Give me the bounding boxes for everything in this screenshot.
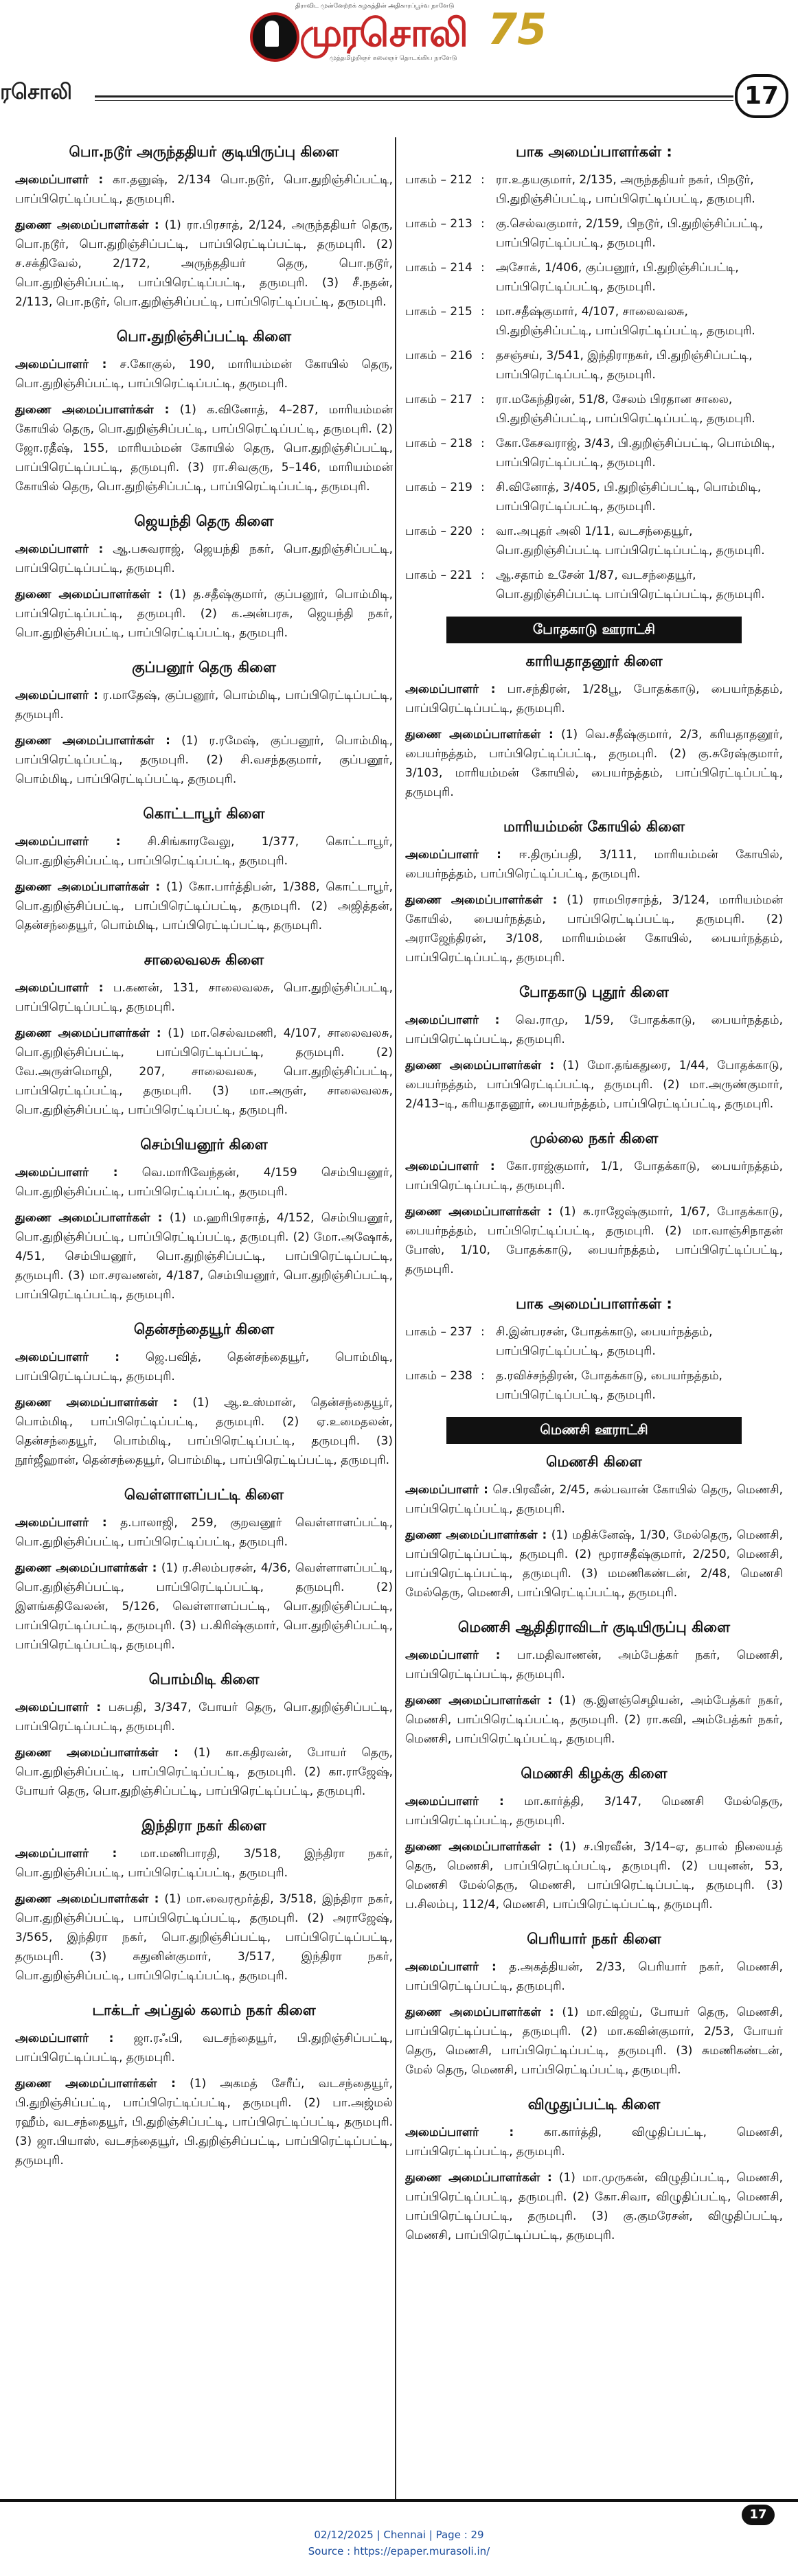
organiser-text: ஈ.திருப்பதி, 3/111, மாரியம்மன் கோயில், பையர்நத்தம், பாப்பிரெட்டிப்பட்டி, தருமபுரி. [405,848,784,881]
branch-title: முல்லை நகர் கிளை [529,1130,659,1147]
branch-title: ஜெயந்தி தெரு கிளை [134,513,274,529]
organiser-label: அமைப்பாளர் : [15,358,107,371]
deputies-paragraph [405,1526,783,1602]
organiser-paragraph [15,2029,393,2067]
organiser-text: த.பாலாஜி, 259, குறவனூர் வெள்ளாளப்பட்டி, பொ.துறிஞ்சிப்பட்டி, பாப்பிரெட்டிப்பட்டி, தருமபுரி. [15,1516,394,1549]
organiser-paragraph [15,540,393,578]
branch-block [405,818,783,967]
party-emblem-icon [250,12,299,62]
branch-block [15,659,393,789]
ward-colon: : [481,305,485,319]
deputies-text: (1) வெ.சதீஷ்குமார், 2/3, கரியதாதனூர், பையர்நத்தம், பாப்பிரெட்டிப்பட்டி, தருமபுரி. (2) கு.சுரேஷ்குமார், 3/103, மாரியம்மன் கோயில், பையர்நத்தம், பாப்பிரெட்டிப்பட்டி, தருமபுரி. [405,728,783,799]
ward-list [405,1322,783,1405]
deputies-text: (1) கா.கதிரவன், போயர் தெரு, பொ.துறிஞ்சிப்பட்டி, பாப்பிரெட்டிப்பட்டி, தருமபுரி. (2) கா.ராஜேஷ், போயர் தெரு, பொ.துறிஞ்சிப்பட்டி, பாப்பிரெட்டிப்பட்டி, தருமபுரி. [15,1746,393,1798]
organiser-paragraph [405,1157,783,1195]
organiser-paragraph [405,845,783,884]
deputies-label: துணை அமைப்பாளர்கள் : [15,1026,161,1040]
deputies-text: (1) ராமபிரசாந்த், 3/124, மாரியம்மன் கோயில், பையர்நத்தம், பாப்பிரெட்டிப்பட்டி, தருமபுரி. (2) அராஜேந்திரன், 3/108, மாரியம்மன் கோயில், பையர்நத்தம், பாப்பிரெட்டிப்பட்டி, தருமபுரி. [405,893,783,965]
deputies-label: துணை அமைப்பாளர்கள் : [405,1205,553,1219]
branch-block [15,328,393,496]
organiser-text: பசுபதி, 3/347, போயர் தெரு, பொ.துறிஞ்சிப்பட்டி, பாப்பிரெட்டிப்பட்டி, தருமபுரி. [15,1701,393,1734]
branch-block [15,1136,393,1304]
branch-title: கொட்டாபூர் கிளை [143,805,265,822]
ward-row [405,566,783,604]
branch-block [15,1321,393,1470]
organiser-paragraph [405,680,783,718]
organiser-label: அமைப்பாளர் : [15,2032,114,2045]
deputies-text: (1) த.சதீஷ்குமார், குப்பனூர், பொம்மிடி, பாப்பிரெட்டிப்பட்டி, தருமபுரி. (2) க.அன்பரசு, ஜெயந்தி நகர், பொ.துறிஞ்சிப்பட்டி, பாப்பிரெட்டிப்பட்டி, தருமபுரி. [15,588,394,640]
masthead [0,0,798,65]
organiser-paragraph [405,1011,783,1049]
deputies-label: துணை அமைப்பாளர்கள் : [405,893,558,907]
organiser-label: அமைப்பாளர் : [15,1516,107,1530]
ward-row [405,170,783,209]
organiser-paragraph [405,1957,783,1996]
organiser-label: அமைப்பாளர் : [15,1701,102,1714]
organiser-paragraph [15,1513,393,1552]
ward-row [405,1366,783,1405]
deputies-label: துணை அமைப்பாளர்கள் : [15,1561,157,1575]
branch-title: விழுதுப்பட்டி கிளை [527,2096,661,2113]
ward-row [405,1322,783,1361]
ward-row [405,346,783,384]
ward-colon: : [481,261,485,275]
organiser-paragraph [15,1698,393,1736]
ward-colon: : [481,525,485,538]
wards-heading: பாக அமைப்பாளர்கள் : [516,143,672,160]
deputies-label: துணை அமைப்பாளர்கள் : [15,734,170,748]
branch-block [405,984,783,1114]
ward-text: வா.அபுதர் அலி 1/11, வடசந்தையூர், பொ.துறிஞ்சிப்பட்டி பாப்பிரெட்டிப்பட்டி, தருமபுரி. [496,525,765,557]
organiser-text: கா.தனுஷ், 2/134 பொ.நடூர், பொ.துறிஞ்சிப்பட்டி, பாப்பிரெட்டிப்பட்டி, தருமபுரி. [15,173,394,206]
organiser-label: அமைப்பாளர் : [405,1648,501,1662]
deputies-paragraph [405,1691,783,1749]
deputies-paragraph [15,877,393,935]
deputies-paragraph [15,2074,393,2170]
page-footer [0,2527,798,2560]
deputies-text: (1) ரா.பிரசாத், 2/124, அருந்ததியர் தெரு, பொ.நடூர், பொ.துறிஞ்சிப்பட்டி, பாப்பிரெட்டிப்பட்டி, தருமபுரி. (2) ச.சக்திவேல், 2/172, அருந்ததியர் தெரு, பொ.நடூர், பொ.துறிஞ்சிப்பட்டி, பாப்பிரெட்டிப்பட்டி, தருமபுரி. (3) சீ.நதன், 2/113, பொ.நடூர், பொ.துறிஞ்சிப்பட்டி, பாப்பிரெட்டிப்பட்டி, தருமபுரி. [15,218,394,309]
deputies-label: துணை அமைப்பாளர்கள் : [15,588,163,601]
deputies-label: துணை அமைப்பாளர்கள் : [405,2005,554,2019]
footer-rule [0,2499,798,2502]
deputies-paragraph [405,1202,783,1279]
organiser-text: ஜா.ரஃபி, வடசந்தையூர், பி.துறிஞ்சிப்பட்டி, பாப்பிரெட்டிப்பட்டி, தருமபுரி. [15,2032,394,2065]
organiser-label: அமைப்பாளர் : [15,981,104,995]
branch-title: மெணசி கிழக்கு கிளை [521,1765,668,1782]
section-name: ரசொலி [0,80,73,104]
deputies-label: துணை அமைப்பாளர்கள் : [405,728,554,741]
deputies-text: (1) மா.செல்வமணி, 4/107, சாலைவலசு, பொ.துறிஞ்சிப்பட்டி, பாப்பிரெட்டிப்பட்டி, தருமபுரி. (2) வே.அருள்மொழி, 207, சாலைவலசு, பொ.துறிஞ்சிப்பட்டி, பாப்பிரெட்டிப்பட்டி, தருமபுரி. (3) மா.அருள், சாலைவலசு, பொ.துறிஞ்சிப்பட்டி, பாப்பிரெட்டிப்பட்டி, தருமபுரி. [15,1026,393,1117]
ward-text: ரா.மகேந்திரன், 51/8, சேலம் பிரதான சாலை, பி.துறிஞ்சிப்பட்டி, பாப்பிரெட்டிப்பட்டி, தருமபுரி. [496,393,755,426]
organiser-text: சி.சிங்காரவேலு, 1/377, கொட்டாபூர், பொ.துறிஞ்சிப்பட்டி, பாப்பிரெட்டிப்பட்டி, தருமபுரி. [15,835,394,868]
deputies-paragraph [15,585,393,643]
corner-page-number: 17 [742,2505,775,2525]
deputies-text: (1) ர.சிலம்பரசன், 4/36, வெள்ளாளப்பட்டி, பொ.துறிஞ்சிப்பட்டி, பாப்பிரெட்டிப்பட்டி, தருமபுரி. (2) இளங்கதிவேலன், 5/126, வெள்ளாளப்பட்டி, பொ.துறிஞ்சிப்பட்டி, பாப்பிரெட்டிப்பட்டி, தருமபுரி. (3) ப.கிரிஷ்குமார், பொ.துறிஞ்சிப்பட்டி, பாப்பிரெட்டிப்பட்டி, தருமபுரி. [15,1561,393,1652]
deputies-text: (1) மோ.தங்கதுரை, 1/44, போதக்காடு, பையர்நத்தம், பாப்பிரெட்டிப்பட்டி, தருமபுரி. (2) மா.அருண்குமார், 2/413–டி, கரியதாதனூர், பையர்நத்தம், பாப்பிரெட்டிப்பட்டி, தருமபுரி. [405,1059,784,1111]
ward-text: சி.இன்பரசன், போதக்காடு, பையர்நத்தம், பாப்பிரெட்டிப்பட்டி, தருமபுரி. [496,1325,713,1358]
branch-block [15,952,393,1120]
deputies-paragraph [15,731,393,789]
organiser-text: வெ.மாரிவேந்தன், 4/159 செம்பியனூர், பொ.துறிஞ்சிப்பட்டி, பாப்பிரெட்டிப்பட்டி, தருமபுரி. [15,1166,394,1199]
organiser-paragraph [15,1348,393,1386]
branch-block [405,1765,783,1914]
deputies-paragraph [405,890,783,967]
ward-text: தசஞ்சய், 3/541, இந்திராநகர், பி.துறிஞ்சிப்பட்டி, பாப்பிரெட்டிப்பட்டி, தருமபுரி. [496,349,753,382]
branch-title: மாரியம்மன் கோயில் கிளை [503,818,685,835]
deputies-text: (1) மா.முருகன், விழுதிப்பட்டி, மெணசி, பாப்பிரெட்டிப்பட்டி, தருமபுரி. (2) கோ.சிவா, விழுதிப்பட்டி, மெணசி, பாப்பிரெட்டிப்பட்டி, தருமபுரி. (3) கு.குமரேசன், விழுதிப்பட்டி, மெணசி, பாப்பிரெட்டிப்பட்டி, தருமபுரி. [405,2171,784,2242]
deputies-label: துணை அமைப்பாளர்கள் : [405,1840,553,1854]
organiser-text: வெ.ராமு, 1/59, போதக்காடு, பையர்நத்தம், பாப்பிரெட்டிப்பட்டி, தருமபுரி. [405,1013,784,1046]
deputies-text: (1) கு.இளஞ்செழியன், அம்பேத்கர் நகர், மெணசி, பாப்பிரெட்டிப்பட்டி, தருமபுரி. (2) ரா.கவி, அம்பேத்கர் நகர், மெணசி, பாப்பிரெட்டிப்பட்டி, தருமபுரி. [405,1694,783,1746]
ward-text: கோ.கேசவராஜ், 3/43, பி.துறிஞ்சிப்பட்டி, பொம்மிடி, பாப்பிரெட்டிப்பட்டி, தருமபுரி. [496,437,775,470]
organiser-paragraph [15,170,393,209]
ward-number: பாகம் – 219 [405,481,472,494]
ward-number: பாகம் – 221 [405,568,472,582]
organiser-text: ஆ.பசுவராஜ், ஜெயந்தி நகர், பொ.துறிஞ்சிப்பட்டி, பாப்பிரெட்டிப்பட்டி, தருமபுரி. [15,542,394,575]
ward-number: பாகம் – 216 [405,349,472,363]
ward-number: பாகம் – 220 [405,525,472,538]
organiser-paragraph [405,1480,783,1519]
deputies-label: துணை அமைப்பாளர்கள் : [405,2171,552,2185]
left-column [15,141,393,2187]
organiser-label: அமைப்பாளர் : [15,173,104,187]
organiser-text: செ.பிரவீன், 2/45, சுல்பவான் கோயில் தெரு, மெணசி, பாப்பிரெட்டிப்பட்டி, தருமபுரி. [405,1483,783,1516]
branch-title: போதகாடு புதூர் கிளை [519,984,669,1000]
branch-block [405,1453,783,1602]
branch-title: வெள்ளாளப்பட்டி கிளை [124,1486,284,1503]
deputies-paragraph [15,1393,393,1470]
panchayat-banner: போதகாடு ஊராட்சி [446,617,742,643]
deputies-label: துணை அமைப்பாளர்கள் : [15,403,170,417]
anniversary-badge: 75 [488,4,547,54]
ward-colon: : [481,173,485,187]
deputies-paragraph [405,2003,783,2080]
branch-title: மெணசி ஆதிதிராவிடர் குடியிருப்பு கிளை [457,1619,731,1635]
header-rule-thin [95,100,733,101]
organiser-label: அமைப்பாளர் : [405,1013,500,1027]
branch-block [15,1817,393,1986]
organiser-text: கோ.ராஜ்குமார், 1/1, போதக்காடு, பையர்நத்தம், பாப்பிரெட்டிப்பட்டி, தருமபுரி. [405,1160,783,1193]
organiser-text: பா.சந்திரன், 1/28பூ, போதக்காடு, பையர்நத்தம், பாப்பிரெட்டிப்பட்டி, தருமபுரி. [405,682,784,715]
ward-number: பாகம் – 217 [405,393,472,406]
deputies-label: துணை அமைப்பாளர்கள் : [405,1059,555,1072]
deputies-text: (1) அகமத் சேரீப், வடசந்தையூர், பி.துறிஞ்சிப்பட்டி, பாப்பிரெட்டிப்பட்டி, தருமபுரி. (2) பா.அஜ்மல் ரஹீம், வடசந்தையூர், பி.துறிஞ்சிப்பட்டி, பாப்பிரெட்டிப்பட்டி, தருமபுரி. (3) ஜா.பியாஸ், வடசந்தையூர், பி.துறிஞ்சிப்பட்டி, பாப்பிரெட்டிப்பட்டி, தருமபுரி. [15,2077,394,2167]
deputies-paragraph [15,400,393,496]
ward-text: த.ரவிச்சந்திரன், போதக்காடு, பையர்நத்தம், பாப்பிரெட்டிப்பட்டி, தருமபுரி. [496,1369,722,1402]
organiser-text: த.அகத்தியன், 2/33, பெரியார் நகர், மெணசி, பாப்பிரெட்டிப்பட்டி, தருமபுரி. [405,1960,784,1993]
ward-colon: : [481,568,485,582]
deputies-label: துணை அமைப்பாளர்கள் : [15,2077,176,2091]
branch-group [405,1453,783,2245]
organiser-label: அமைப்பாளர் : [405,1483,488,1497]
deputies-text: (1) ம.ஹரிபிரசாத், 4/152, செம்பியனூர், பொ.துறிஞ்சிப்பட்டி, பாப்பிரெட்டிப்பட்டி, தருமபுரி. (2) மோ.அஷோக், 4/51, செம்பியனூர், பொ.துறிஞ்சிப்பட்டி, பாப்பிரெட்டிப்பட்டி, தருமபுரி. (3) மா.சரவணன், 4/187, செம்பியனூர், பொ.துறிஞ்சிப்பட்டி, பாப்பிரெட்டிப்பட்டி, தருமபுரி. [15,1211,393,1302]
deputies-label: துணை அமைப்பாளர்கள் : [405,1528,547,1542]
deputies-paragraph [15,1559,393,1655]
ward-colon: : [481,349,485,363]
organiser-paragraph [405,1792,783,1830]
wards-heading: பாக அமைப்பாளர்கள் : [516,1296,672,1312]
organiser-label: அமைப்பாளர் : [15,1847,117,1861]
ward-colon: : [481,1325,485,1339]
ward-colon: : [481,437,485,450]
deputies-text: (1) ச.பிரவீன், 3/14–ஏ, தபால் நிலையத் தெரு, மெணசி, பாப்பிரெட்டிப்பட்டி, தருமபுரி. (2) பயுனன், 53, மெணசி மேல்தெரு, மெணசி, பாப்பிரெட்டிப்பட்டி, தருமபுரி. (3) ப.சிலம்பு, 112/4, மெணசி, பாப்பிரெட்டிப்பட்டி, தருமபுரி. [405,1840,784,1911]
ward-text: சி.வினோத், 3/405, பி.துறிஞ்சிப்பட்டி, பொம்மிடி, பாப்பிரெட்டிப்பட்டி, தருமபுரி. [496,481,762,514]
ward-number: பாகம் – 212 [405,173,472,187]
deputies-label: துணை அமைப்பாளர்கள் : [15,1892,159,1906]
organiser-text: மா.கார்த்தி, 3/147, மெணசி மேல்தெரு, பாப்பிரெட்டிப்பட்டி, தருமபுரி. [405,1795,784,1828]
ward-list [405,170,783,604]
organiser-label: அமைப்பாளர் : [405,1795,504,1808]
branch-block [15,2002,393,2170]
branch-block [15,143,393,312]
deputies-label: துணை அமைப்பாளர்கள் : [15,1211,163,1225]
organiser-text: பா.மதிவாணன், அம்பேத்கர் நகர், மெணசி, பாப்பிரெட்டிப்பட்டி, தருமபுரி. [405,1648,784,1681]
branch-title: டாக்டர் அப்துல் கலாம் நகர் கிளை [92,2002,316,2019]
deputies-label: துணை அமைப்பாளர்கள் : [15,1746,179,1760]
ward-row [405,302,783,341]
branch-title: செம்பியனூர் கிளை [140,1136,268,1153]
branch-title: பொ.துறிஞ்சிப்பட்டி கிளை [116,328,292,345]
ward-number: பாகம் – 215 [405,305,472,319]
organiser-paragraph [15,355,393,393]
branch-block [15,1671,393,1801]
deputies-text: (1) கோ.பார்த்திபன், 1/388, கொட்டாபூர், பொ.துறிஞ்சிப்பட்டி, பாப்பிரெட்டிப்பட்டி, தருமபுரி. (2) அஜித்தன், தென்சந்தையூர், பொம்மிடி, பாப்பிரெட்டிப்பட்டி, தருமபுரி. [15,880,394,932]
organiser-text: ச.கோகுல், 190, மாரியம்மன் கோயில் தெரு, பொ.துறிஞ்சிப்பட்டி, பாப்பிரெட்டிப்பட்டி, தருமபுரி. [15,358,393,391]
branch-block [405,2096,783,2245]
deputies-text: (1) க.ராஜேஷ்குமார், 1/67, போதக்காடு, பையர்நத்தம், பாப்பிரெட்டிப்பட்டி, தருமபுரி. (2) மா.வாஞ்சிநாதன் போஸ், 1/10, போதக்காடு, பையர்நத்தம், பாப்பிரெட்டிப்பட்டி, தருமபுரி. [405,1205,784,1276]
organiser-text: மா.மணிபாரதி, 3/518, இந்திரா நகர், பொ.துறிஞ்சிப்பட்டி, பாப்பிரெட்டிப்பட்டி, தருமபுரி. [15,1847,394,1880]
organiser-label: அமைப்பாளர் : [405,682,496,696]
deputies-label: துணை அமைப்பாளர்கள் : [15,880,161,894]
column-divider [395,137,396,2499]
deputies-paragraph [405,1837,783,1914]
branch-block [15,805,393,935]
branch-title: சாலைவலசு கிளை [144,952,264,968]
masthead-subtagline: முத்தமிழறிஞர் கலைஞர் தொடங்கிய நாளேடு [330,55,457,62]
ward-colon: : [481,217,485,231]
organiser-text: கா.கார்த்தி, விழுதிப்பட்டி, மெணசி, பாப்பிரெட்டிப்பட்டி, தருமபுரி. [405,2126,784,2159]
organiser-paragraph [15,978,393,1017]
deputies-paragraph [15,1889,393,1986]
ward-number: பாகம் – 213 [405,217,472,231]
branch-block [405,653,783,802]
ward-text: அசோக், 1/406, குப்பனூர், பி.துறிஞ்சிப்பட்டி, பாப்பிரெட்டிப்பட்டி, தருமபுரி. [496,261,739,294]
organiser-paragraph [15,686,393,724]
branch-title: மெணசி கிளை [546,1453,642,1470]
deputies-text: (1) மதிக்னேஷ், 1/30, மேல்தெரு, மெணசி, பாப்பிரெட்டிப்பட்டி, தருமபுரி. (2) மூராசதீஷ்குமார், 2/250, மெணசி, பாப்பிரெட்டிப்பட்டி, தருமபுரி. (3) மமணிகண்டன், 2/48, மெணசி மேல்தெரு, மெணசி, பாப்பிரெட்டிப்பட்டி, தருமபுரி. [405,1528,783,1600]
organiser-label: அமைப்பாளர் : [405,1160,495,1173]
organiser-label: அமைப்பாளர் : [15,1166,118,1180]
ward-row [405,522,783,560]
ward-colon: : [481,393,485,406]
ward-number: பாகம் – 238 [405,1369,472,1383]
panchayat-banner: மெணசி ஊராட்சி [446,1417,742,1444]
organiser-paragraph [15,832,393,871]
organiser-paragraph [15,1844,393,1883]
ward-text: ஆ.சதாம் உசேன் 1/87, வடசந்தையூர், பொ.துறிஞ்சிப்பட்டி பாப்பிரெட்டிப்பட்டி, தருமபுரி. [496,568,765,601]
organiser-label: அமைப்பாளர் : [405,2126,514,2139]
deputies-paragraph [15,1208,393,1304]
deputies-text: (1) ர.ரமேஷ், குப்பனூர், பொம்மிடி, பாப்பிரெட்டிப்பட்டி, தருமபுரி. (2) சி.வசந்தகுமார், குப்பனூர், பொம்மிடி, பாப்பிரெட்டிப்பட்டி, தருமபுரி. [15,734,393,786]
ward-row [405,478,783,516]
organiser-paragraph [15,1163,393,1201]
deputies-paragraph [405,1056,783,1114]
branch-title: பொம்மிடி கிளை [148,1671,260,1688]
footer-source-link[interactable]: Source : https://epaper.murasoli.in/ [308,2545,490,2557]
ward-number: பாகம் – 237 [405,1325,472,1339]
deputies-paragraph [15,216,393,312]
deputies-text: (1) ஆ.உஸ்மான், தென்சந்தையூர், பொம்மிடி, பாப்பிரெட்டிப்பட்டி, தருமபுரி. (2) ஏ.உமைதலன், தென்சந்தையூர், பொம்மிடி, பாப்பிரெட்டிப்பட்டி, தருமபுரி. (3) நூர்ஜீஹான், தென்சந்தையூர், பொம்மிடி, பாப்பிரெட்டிப்பட்டி, தருமபுரி. [15,1396,394,1467]
ward-number: பாகம் – 218 [405,437,472,450]
organiser-text: ர.மாதேஷ், குப்பனூர், பொம்மிடி, பாப்பிரெட்டிப்பட்டி, தருமபுரி. [15,689,393,722]
deputies-text: (1) மா.விஜய், போயர் தெரு, மெணசி, பாப்பிரெட்டிப்பட்டி, தருமபுரி. (2) மா.கவின்குமார், 2/53, போயர் தெரு, மெணசி, பாப்பிரெட்டிப்பட்டி, தருமபுரி. (3) சுமணிகண்டன், மேல் தெரு, மெணசி, பாப்பிரெட்டிப்பட்டி, தருமபுரி. [405,2005,784,2077]
organiser-text: ஜெ.பவித், தென்சந்தையூர், பொம்மிடி, பாப்பிரெட்டிப்பட்டி, தருமபுரி. [15,1350,394,1383]
ward-colon: : [481,481,485,494]
ward-row [405,434,783,472]
header-rule [95,95,733,97]
branch-title: தென்சந்தையூர் கிளை [133,1321,275,1337]
branch-title: காரியதாதனூர் கிளை [525,653,663,669]
deputies-paragraph [405,2168,783,2245]
organiser-label: அமைப்பாளர் : [405,1960,497,1974]
footer-dateline: 02/12/2025 | Chennai | Page : 29 [314,2529,484,2541]
branch-title: பொ.நடூர் அருந்ததியர் குடியிருப்பு கிளை [69,143,339,160]
ward-row [405,390,783,428]
ward-row [405,214,783,253]
deputies-text: (1) க.வினோத், 4–287, மாரியம்மன் கோயில் தெரு, பொ.துறிஞ்சிப்பட்டி, பாப்பிரெட்டிப்பட்டி, தருமபுரி. (2) ஜோ.ரதீஷ், 155, மாரியம்மன் கோயில் தெரு, பொ.துறிஞ்சிப்பட்டி, பாப்பிரெட்டிப்பட்டி, தருமபுரி. (3) ரா.சிவகுரு, 5–146, மாரியம்மன் கோயில் தெரு, பொ.துறிஞ்சிப்பட்டி, பாப்பிரெட்டிப்பட்டி, தருமபுரி. [15,403,393,494]
branch-block [15,1486,393,1655]
organiser-label: அமைப்பாளர் : [15,835,121,849]
page-number-badge: 17 [735,74,788,118]
branch-title: குப்பனூர் தெரு கிளை [132,659,276,676]
organiser-paragraph [405,1646,783,1684]
newspaper-logo: முரசொலி [299,11,467,56]
organiser-label: அமைப்பாளர் : [15,689,98,702]
deputies-label: துணை அமைப்பாளர்கள் : [15,218,159,232]
organiser-text: ப.கணன், 131, சாலைவலசு, பொ.துறிஞ்சிப்பட்டி, பாப்பிரெட்டிப்பட்டி, தருமபுரி. [15,981,393,1014]
masthead-tagline: திராவிட முன்னேற்றக் கழகத்தின் அதிகாரப்பூர்வ நாளேடு [295,3,455,10]
branch-title: இந்திரா நகர் கிளை [141,1817,266,1834]
organiser-label: அமைப்பாளர் : [15,542,104,556]
ward-colon: : [481,1369,485,1383]
branch-block [405,1130,783,1279]
organiser-label: அமைப்பாளர் : [405,848,501,862]
branch-group [405,653,783,1279]
ward-row [405,258,783,297]
branch-block [405,1931,783,2080]
deputies-paragraph [405,725,783,802]
branch-title: பெரியார் நகர் கிளை [527,1931,661,1947]
deputies-label: துணை அமைப்பாளர்கள் : [405,1694,553,1707]
deputies-paragraph [15,1743,393,1801]
ward-text: மா.சதீஷ்குமார், 4/107, சாலைவலசு, பி.துறிஞ்சிப்பட்டி, பாப்பிரெட்டிப்பட்டி, தருமபுரி. [496,305,755,338]
deputies-text: (1) மா.வைரமூர்த்தி, 3/518, இந்திரா நகர், பொ.துறிஞ்சிப்பட்டி, பாப்பிரெட்டிப்பட்டி, தருமபுரி. (2) அராஜேஷ், 3/565, இந்திரா நகர், பொ.துறிஞ்சிப்பட்டி, பாப்பிரெட்டிப்பட்டி, தருமபுரி. (3) சுதுனின்குமார், 3/517, இந்திரா நகர், பொ.துறிஞ்சிப்பட்டி, பாப்பிரெட்டிப்பட்டி, தருமபுரி. [15,1892,394,1983]
deputies-label: துணை அமைப்பாளர்கள் : [15,1396,178,1410]
section-header [0,73,798,121]
right-column [405,141,783,2262]
branch-block [15,513,393,643]
branch-block [405,1619,783,1749]
organiser-label: அமைப்பாளர் : [15,1350,120,1364]
ward-number: பாகம் – 214 [405,261,472,275]
organiser-paragraph [405,2123,783,2161]
ward-text: ரா.உதயகுமார், 2/135, அருந்ததியர் நகர், பிநடூர், பி.துறிஞ்சிப்பட்டி, பாப்பிரெட்டிப்பட்டி, தருமபுரி. [496,173,755,206]
deputies-paragraph [15,1024,393,1120]
ward-text: கு.செல்வகுமார், 2/159, பிநடூர், பி.துறிஞ்சிப்பட்டி, பாப்பிரெட்டிப்பட்டி, தருமபுரி. [496,217,764,250]
